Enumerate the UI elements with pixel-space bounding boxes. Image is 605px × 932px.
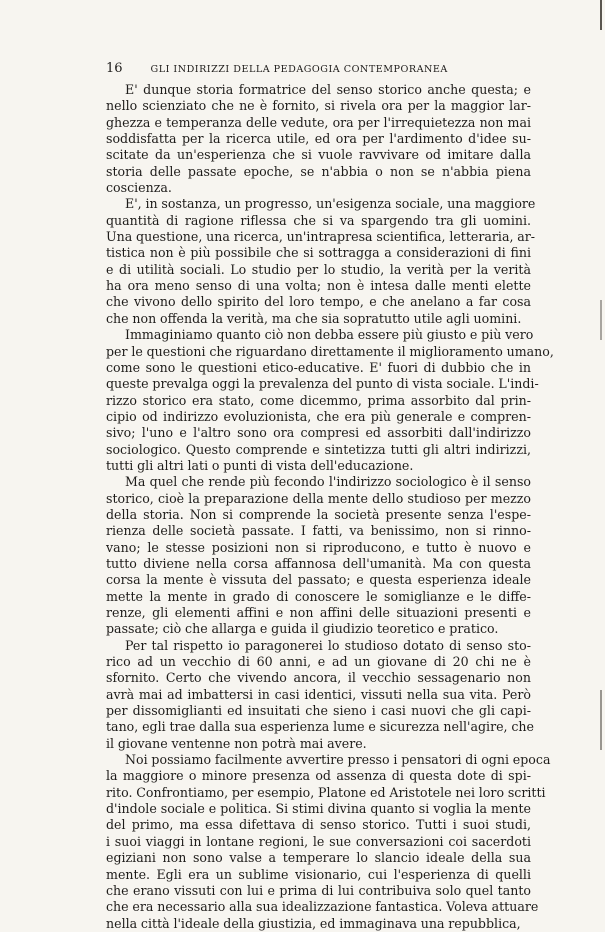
text-line: come sono le questioni etico-educative. E' fuori di dubbio che in	[106, 359, 531, 375]
text-line: cipio od indirizzo evoluzionista, che era più generale e compren-	[106, 408, 531, 424]
text-line: storico, cioè la preparazione della mente dello studioso per mezzo	[106, 490, 531, 506]
text-line: per dissomiglianti ed insuitati che sieno i casi nuovi che gli capi-	[106, 703, 531, 719]
body-text	[106, 82, 554, 932]
paragraph	[106, 327, 554, 474]
text-line: della storia. Non si comprende la società presente senza l'espe-	[106, 506, 531, 522]
text-line: E', in sostanza, un progresso, un'esigenza sociale, una maggiore	[125, 196, 536, 212]
running-title: GLI INDIRIZZI DELLA PEDAGOGIA CONTEMPORANEA	[150, 64, 448, 75]
text-line: rienza delle società passate. I fatti, va benissimo, non si rinno-	[106, 523, 531, 539]
text-line: corsa la mente è vissuta del passato; e questa esperienza ideale	[106, 572, 531, 588]
text-line: per le questioni che riguardano direttamente il miglioramento umano,	[106, 343, 554, 359]
text-line: d'indole sociale e politica. Si stimi divina quanto si voglia la mente	[106, 801, 531, 817]
text-line: quantità di ragione riflessa che si va spargendo tra gli uomini.	[106, 212, 531, 228]
text-line: egiziani non sono valse a temperare lo slancio ideale della sua	[106, 850, 531, 866]
text-line: Ma quel che rende più fecondo l'indirizzo sociologico è il senso	[125, 474, 531, 490]
text-line: mette la mente in grado di conoscere le somiglianze e le diffe-	[106, 588, 531, 604]
text-line: del primo, ma essa difettava di senso storico. Tutti i suoi studi,	[106, 817, 531, 833]
text-line: tutto diviene nella corsa affannosa dell'umanità. Ma con questa	[106, 555, 531, 571]
text-line: passate; ciò che allarga e guida il giudizio teoretico e pratico.	[106, 621, 499, 637]
text-line: vano; le stesse posizioni non si riproducono, e tutto è nuovo e	[106, 539, 531, 555]
page-edge-mark	[600, 690, 602, 750]
text-line: sivo; l'uno e l'altro sono ora compresi ed assorbiti dall'indirizzo	[106, 425, 531, 441]
paragraph	[106, 637, 534, 752]
text-line: ha ora meno senso di una volta; non è intesa dalle menti elette	[106, 278, 531, 294]
text-line: il giovane ventenne non potrà mai avere.	[106, 735, 367, 751]
text-line: sociologico. Questo comprende e sintetizza tutti gli altri indirizzi,	[106, 441, 531, 457]
page-edge-mark	[600, 0, 602, 30]
paragraph	[106, 82, 531, 196]
page-number: 16	[106, 61, 123, 76]
text-line: coscienza.	[106, 180, 172, 196]
text-line: Immaginiamo quanto ciò non debba essere più giusto e più vero	[125, 327, 534, 343]
text-line: Noi possiamo facilmente avvertire presso i pensatori di ogni epoca	[125, 752, 551, 768]
paragraph	[106, 752, 551, 932]
text-line: i suoi viaggi in lontane regioni, le sue conversazioni coi sacerdoti	[106, 833, 531, 849]
text-line: tano, egli trae dalla sua esperienza lume e sicurezza nell'agire, che	[106, 719, 534, 735]
text-line: E' dunque storia formatrice del senso storico anche questa; e	[125, 82, 531, 97]
paragraph	[106, 474, 531, 637]
text-line: soddisfatta per la ricerca utile, ed ora per l'ardimento d'idee su-	[106, 131, 531, 147]
text-line: rico ad un vecchio di 60 anni, e ad un giovane di 20 chi ne è	[106, 654, 531, 670]
text-line: nello scienziato che ne è fornito, si rivela ora per la maggior lar-	[106, 98, 531, 114]
text-line: e di utilità sociali. Lo studio per lo studio, la verità per la verità	[106, 261, 531, 277]
text-line: che vivono dello spirito del loro tempo, e che anelano a far cosa	[106, 294, 531, 310]
text-line: queste prevalga oggi la prevalenza del punto di vista sociale. L'indi-	[106, 376, 539, 392]
text-line: Per tal rispetto io paragonerei lo studioso dotato di senso sto-	[125, 637, 531, 653]
text-line: mente. Egli era un sublime visionario, cui l'esperienza di quelli	[106, 866, 531, 882]
text-line: renze, gli elementi affini e non affini delle situazioni presenti e	[106, 605, 531, 620]
paragraph	[106, 196, 536, 327]
text-line: nella città l'ideale della giustizia, ed immaginava una repubblica,	[106, 915, 521, 931]
text-line: sfornito. Certo che vivendo ancora, il vecchio sessagenario non	[106, 670, 531, 686]
text-line: rizzo storico era stato, come dicemmo, prima assorbito dal prin-	[106, 392, 531, 408]
text-line: rito. Confrontiamo, per esempio, Platone ed Aristotele nei loro scritti	[106, 784, 546, 800]
text-line: la maggiore o minore presenza od assenza di questa dote di spi-	[106, 768, 531, 784]
text-line: storia delle passate epoche, se n'abbia o non se n'abbia piena	[106, 163, 531, 179]
page-header	[106, 61, 534, 76]
text-line: Una questione, una ricerca, un'intrapresa scientifica, letteraria, ar-	[106, 229, 536, 245]
page-edge-mark	[600, 300, 602, 340]
text-line: che era necessario alla sua idealizzazione fantastica. Voleva attuare	[106, 899, 539, 915]
text-line: ghezza e temperanza delle vedute, ora per l'irrequietezza non mai	[106, 114, 531, 130]
text-line: che erano vissuti con lui e prima di lui contribuiva solo quel tanto	[106, 882, 531, 898]
text-line: tistica non è più possibile che si sottragga a considerazioni di fini	[106, 245, 531, 261]
text-line: avrà mai ad imbattersi in casi identici, vissuti nella sua vita. Però	[106, 686, 531, 702]
text-line: scitate da un'esperienza che si vuole ravvivare od imitare dalla	[106, 147, 531, 163]
text-line: tutti gli altri lati o punti di vista dell'educazione.	[106, 457, 414, 473]
text-line: che non offenda la verità, ma che sia sopratutto utile agli uomini.	[106, 310, 522, 326]
